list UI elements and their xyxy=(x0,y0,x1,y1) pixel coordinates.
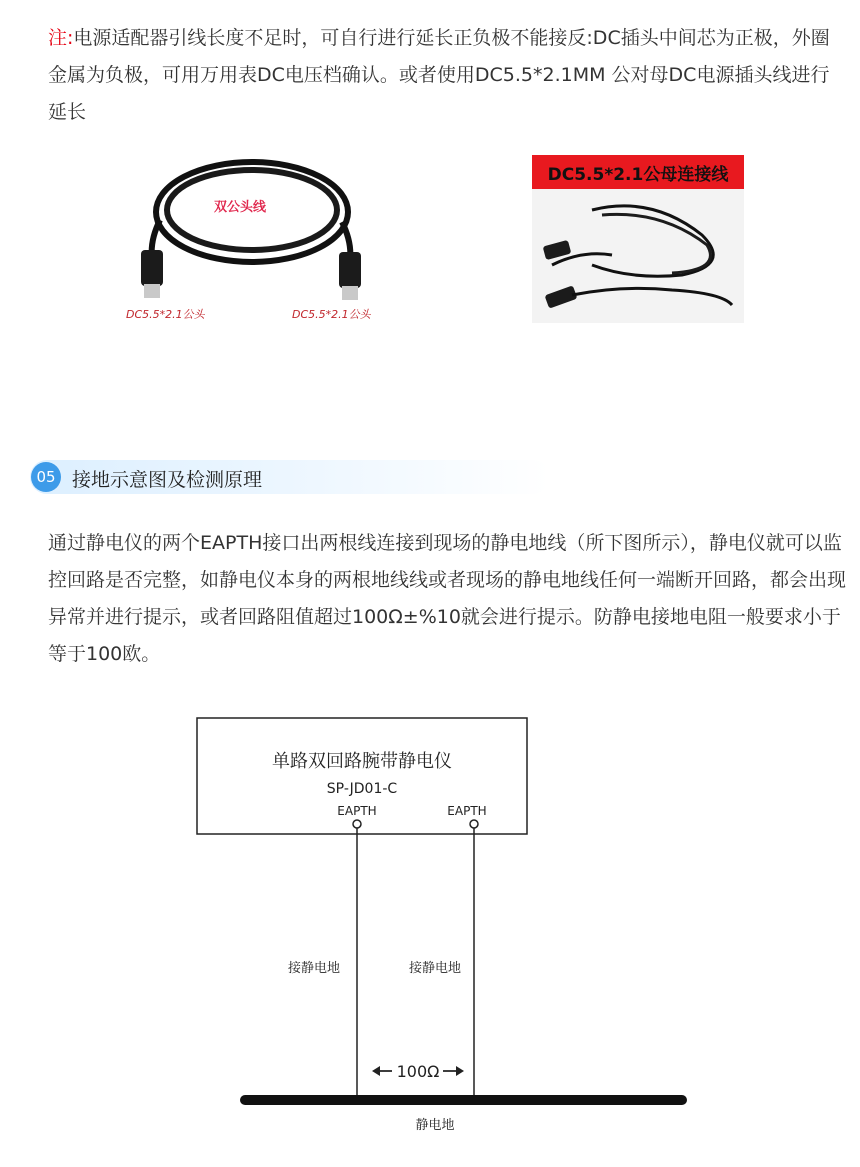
cable-label-left: DC5.5*2.1公头 xyxy=(126,308,205,321)
principle-paragraph: 通过静电仪的两个EAPTH接口出两根线连接到现场的静电地线（所下图所示），静电仪就可以监控回路是否完整，如静电仪本身的两根地线线或者现场的静电地线任何一端断开回路，都会出现异常并进行提示，或者回路阻值超过100Ω±%10就会进行提示。防静电接地电阻一般要求小于等于100欧。 xyxy=(48,532,847,665)
grounding-diagram xyxy=(0,700,860,1167)
device-name: 单路双回路腕带静电仪 xyxy=(272,751,452,772)
port-label-left: EAPTH xyxy=(337,804,377,818)
cable-tag: 双公头线 xyxy=(214,200,267,215)
ground-bar xyxy=(240,1095,687,1105)
arrowhead-right xyxy=(456,1066,464,1076)
photo-male-female-cable xyxy=(532,155,744,323)
note-prefix: 注: xyxy=(48,27,74,49)
wire-right-label: 接静电地 xyxy=(408,961,462,976)
wire-left-label: 接静电地 xyxy=(287,961,341,976)
cable-label-right: DC5.5*2.1公头 xyxy=(292,308,371,321)
arrowhead-left xyxy=(372,1066,380,1076)
cable-illustration xyxy=(120,150,385,325)
cable-banner: DC5.5*2.1公母连接线 xyxy=(532,155,744,189)
photo-double-male-cable xyxy=(120,150,385,325)
port-left-terminal xyxy=(353,820,361,828)
note-paragraph xyxy=(48,20,838,131)
port-right-terminal xyxy=(470,820,478,828)
ground-label: 静电地 xyxy=(415,1118,455,1133)
resistance-label: 100Ω xyxy=(396,1062,440,1081)
note-text: 电源适配器引线长度不足时，可自行进行延长正负极不能接反:DC插头中间芯为正极，外圈金属为负极，可用万用表DC电压档确认。或者使用DC5.5*2.1MM 公对母DC电源插头线进行延长 xyxy=(48,27,830,123)
device-model: SP-JD01-C xyxy=(326,781,398,797)
section-number: 05 xyxy=(31,462,61,492)
section-header xyxy=(30,460,550,494)
port-label-right: EAPTH xyxy=(447,804,487,818)
section-title: 接地示意图及检测原理 xyxy=(72,469,263,491)
cable-coil-illustration xyxy=(532,155,744,323)
